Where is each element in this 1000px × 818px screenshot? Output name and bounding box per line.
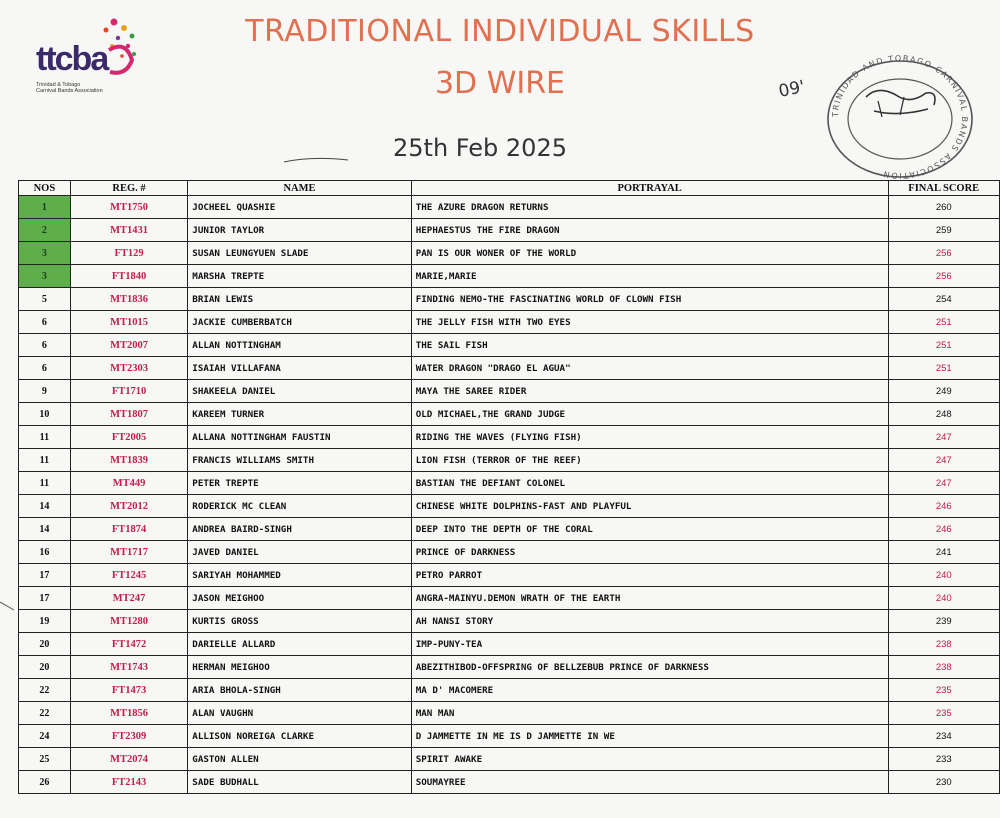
cell-nos: 20 (19, 656, 71, 679)
cell-portrayal: BASTIAN THE DEFIANT COLONEL (411, 472, 888, 495)
cell-final-score: 240 (888, 564, 1000, 587)
cell-portrayal: HEPHAESTUS THE FIRE DRAGON (411, 219, 888, 242)
cell-name: JOCHEEL QUASHIE (188, 196, 411, 219)
cell-reg: MT2007 (70, 334, 188, 357)
cell-final-score: 256 (888, 242, 1000, 265)
cell-nos: 6 (19, 357, 71, 380)
table-row (19, 403, 1000, 426)
cell-portrayal: DEEP INTO THE DEPTH OF THE CORAL (411, 518, 888, 541)
cell-nos: 11 (19, 449, 71, 472)
cell-reg: FT1874 (70, 518, 188, 541)
cell-portrayal: THE SAIL FISH (411, 334, 888, 357)
cell-nos: 22 (19, 702, 71, 725)
stamp-seal-graphic (778, 55, 988, 180)
cell-final-score: 238 (888, 633, 1000, 656)
cell-name: DARIELLE ALLARD (188, 633, 411, 656)
cell-nos: 17 (19, 587, 71, 610)
table-row (19, 196, 1000, 219)
table-row (19, 541, 1000, 564)
results-table (18, 180, 1000, 794)
cell-final-score: 248 (888, 403, 1000, 426)
cell-portrayal: FINDING NEMO-THE FASCINATING WORLD OF CLOWN FISH (411, 288, 888, 311)
cell-name: SADE BUDHALL (188, 771, 411, 794)
table-row (19, 702, 1000, 725)
cell-portrayal: LION FISH (TERROR OF THE REEF) (411, 449, 888, 472)
cell-name: FRANCIS WILLIAMS SMITH (188, 449, 411, 472)
logo-subtitle-line: Trinidad & Tobago (36, 82, 81, 88)
cell-name: SARIYAH MOHAMMED (188, 564, 411, 587)
cell-portrayal: MAYA THE SAREE RIDER (411, 380, 888, 403)
table-header-row (19, 181, 1000, 196)
cell-final-score: 246 (888, 518, 1000, 541)
cell-reg: MT1807 (70, 403, 188, 426)
cell-reg: FT1710 (70, 380, 188, 403)
cell-name: KAREEM TURNER (188, 403, 411, 426)
cell-name: KURTIS GROSS (188, 610, 411, 633)
cell-reg: FT129 (70, 242, 188, 265)
cell-nos: 9 (19, 380, 71, 403)
date-label: 25th Feb 2025 (393, 134, 567, 162)
cell-nos: 10 (19, 403, 71, 426)
cell-name: ALLANA NOTTINGHAM FAUSTIN (188, 426, 411, 449)
cell-name: ISAIAH VILLAFANA (188, 357, 411, 380)
cell-name: MARSHA TREPTE (188, 265, 411, 288)
cell-nos: 19 (19, 610, 71, 633)
cell-portrayal: THE JELLY FISH WITH TWO EYES (411, 311, 888, 334)
cell-final-score: 238 (888, 656, 1000, 679)
cell-nos: 11 (19, 472, 71, 495)
table-row (19, 633, 1000, 656)
table-row (19, 725, 1000, 748)
cell-reg: FT1472 (70, 633, 188, 656)
cell-final-score: 234 (888, 725, 1000, 748)
cell-name: GASTON ALLEN (188, 748, 411, 771)
cell-name: PETER TREPTE (188, 472, 411, 495)
cell-portrayal: MAN MAN (411, 702, 888, 725)
cell-portrayal: SOUMAYREE (411, 771, 888, 794)
logo-subtitle-line: Carnival Bands Association (36, 88, 103, 94)
cell-nos: 5 (19, 288, 71, 311)
table-row (19, 449, 1000, 472)
cell-final-score: 235 (888, 679, 1000, 702)
page-subtitle: 3D WIRE (434, 66, 566, 101)
cell-name: JUNIOR TAYLOR (188, 219, 411, 242)
table-row (19, 219, 1000, 242)
cell-reg: FT2309 (70, 725, 188, 748)
cell-nos: 6 (19, 334, 71, 357)
cell-name: SUSAN LEUNGYUEN SLADE (188, 242, 411, 265)
cell-final-score: 247 (888, 472, 1000, 495)
column-header-final-score: FINAL SCORE (888, 181, 1000, 196)
cell-nos: 26 (19, 771, 71, 794)
cell-portrayal: ANGRA-MAINYU.DEMON WRATH OF THE EARTH (411, 587, 888, 610)
cell-final-score: 240 (888, 587, 1000, 610)
cell-name: ALLAN NOTTINGHAM (188, 334, 411, 357)
cell-nos: 1 (19, 196, 71, 219)
cell-portrayal: CHINESE WHITE DOLPHINS-FAST AND PLAYFUL (411, 495, 888, 518)
cell-final-score: 246 (888, 495, 1000, 518)
page-title: TRADITIONAL INDIVIDUAL SKILLS (245, 14, 755, 49)
column-header-reg: REG. # (70, 181, 188, 196)
cell-name: JAVED DANIEL (188, 541, 411, 564)
cell-final-score: 247 (888, 449, 1000, 472)
cell-final-score: 254 (888, 288, 1000, 311)
cell-reg: MT1431 (70, 219, 188, 242)
table-row (19, 610, 1000, 633)
table-row (19, 472, 1000, 495)
cell-final-score: 241 (888, 541, 1000, 564)
cell-name: RODERICK MC CLEAN (188, 495, 411, 518)
cell-name: HERMAN MEIGHOO (188, 656, 411, 679)
cell-portrayal: THE AZURE DRAGON RETURNS (411, 196, 888, 219)
table-row (19, 748, 1000, 771)
cell-final-score: 233 (888, 748, 1000, 771)
cell-nos: 17 (19, 564, 71, 587)
table-row (19, 357, 1000, 380)
cell-reg: FT1245 (70, 564, 188, 587)
cell-reg: MT2303 (70, 357, 188, 380)
cell-reg: MT449 (70, 472, 188, 495)
cell-reg: MT1015 (70, 311, 188, 334)
cell-reg: FT1840 (70, 265, 188, 288)
cell-nos: 22 (19, 679, 71, 702)
table-row (19, 242, 1000, 265)
cell-nos: 16 (19, 541, 71, 564)
cell-nos: 14 (19, 518, 71, 541)
cell-name: BRIAN LEWIS (188, 288, 411, 311)
logo-wordmark: ttcba (36, 40, 108, 78)
cell-name: ALAN VAUGHN (188, 702, 411, 725)
table-row (19, 334, 1000, 357)
cell-reg: MT1280 (70, 610, 188, 633)
cell-name: JACKIE CUMBERBATCH (188, 311, 411, 334)
cell-reg: MT1836 (70, 288, 188, 311)
cell-portrayal: IMP-PUNY-TEA (411, 633, 888, 656)
cell-nos: 25 (19, 748, 71, 771)
cell-reg: MT1750 (70, 196, 188, 219)
cell-final-score: 239 (888, 610, 1000, 633)
table-row (19, 288, 1000, 311)
cell-portrayal: ABEZITHIBOD-OFFSPRING OF BELLZEBUB PRINCE OF DARKNESS (411, 656, 888, 679)
cell-nos: 3 (19, 265, 71, 288)
column-header-name: NAME (188, 181, 411, 196)
cell-name: ANDREA BAIRD-SINGH (188, 518, 411, 541)
cell-portrayal: PETRO PARROT (411, 564, 888, 587)
cell-final-score: 260 (888, 196, 1000, 219)
cell-final-score: 251 (888, 334, 1000, 357)
table-row (19, 771, 1000, 794)
cell-final-score: 230 (888, 771, 1000, 794)
scan-mark (0, 600, 20, 630)
cell-portrayal: MA D' MACOMERE (411, 679, 888, 702)
cell-portrayal: PAN IS OUR WONER OF THE WORLD (411, 242, 888, 265)
cell-final-score: 251 (888, 357, 1000, 380)
stamp-ring-text: TRINIDAD AND TOBAGO CARNIVAL BANDS ASSOCIATION (830, 55, 970, 180)
table-row (19, 679, 1000, 702)
cell-name: ARIA BHOLA-SINGH (188, 679, 411, 702)
cell-portrayal: MARIE,MARIE (411, 265, 888, 288)
cell-reg: MT2012 (70, 495, 188, 518)
cell-portrayal: D JAMMETTE IN ME IS D JAMMETTE IN WE (411, 725, 888, 748)
cell-nos: 6 (19, 311, 71, 334)
table-row (19, 380, 1000, 403)
cell-final-score: 247 (888, 426, 1000, 449)
cell-final-score: 256 (888, 265, 1000, 288)
cell-name: ALLISON NOREIGA CLARKE (188, 725, 411, 748)
cell-portrayal: WATER DRAGON "DRAGO EL AGUA" (411, 357, 888, 380)
cell-reg: FT2143 (70, 771, 188, 794)
cell-reg: MT247 (70, 587, 188, 610)
cell-final-score: 251 (888, 311, 1000, 334)
table-body (19, 196, 1000, 794)
column-header-portrayal: PORTRAYAL (411, 181, 888, 196)
table-row (19, 426, 1000, 449)
table-row (19, 564, 1000, 587)
cell-portrayal: SPIRIT AWAKE (411, 748, 888, 771)
table-row (19, 518, 1000, 541)
pen-stroke (282, 154, 352, 166)
cell-nos: 3 (19, 242, 71, 265)
stamp-handwritten-note: 09' (778, 76, 807, 102)
cell-reg: MT2074 (70, 748, 188, 771)
cell-name: JASON MEIGHOO (188, 587, 411, 610)
column-header-nos: NOS (19, 181, 71, 196)
cell-nos: 24 (19, 725, 71, 748)
cell-final-score: 249 (888, 380, 1000, 403)
cell-reg: FT1473 (70, 679, 188, 702)
table-row (19, 311, 1000, 334)
table-row (19, 656, 1000, 679)
association-stamp (778, 55, 988, 180)
table-row (19, 587, 1000, 610)
cell-reg: MT1856 (70, 702, 188, 725)
cell-name: SHAKEELA DANIEL (188, 380, 411, 403)
cell-reg: FT2005 (70, 426, 188, 449)
cell-reg: MT1839 (70, 449, 188, 472)
cell-nos: 14 (19, 495, 71, 518)
cell-portrayal: PRINCE OF DARKNESS (411, 541, 888, 564)
cell-nos: 2 (19, 219, 71, 242)
cell-final-score: 235 (888, 702, 1000, 725)
cell-nos: 20 (19, 633, 71, 656)
cell-portrayal: OLD MICHAEL,THE GRAND JUDGE (411, 403, 888, 426)
cell-final-score: 259 (888, 219, 1000, 242)
cell-reg: MT1717 (70, 541, 188, 564)
cell-nos: 11 (19, 426, 71, 449)
table-row (19, 265, 1000, 288)
cell-portrayal: AH NANSI STORY (411, 610, 888, 633)
table-row (19, 495, 1000, 518)
cell-reg: MT1743 (70, 656, 188, 679)
cell-portrayal: RIDING THE WAVES (FLYING FISH) (411, 426, 888, 449)
